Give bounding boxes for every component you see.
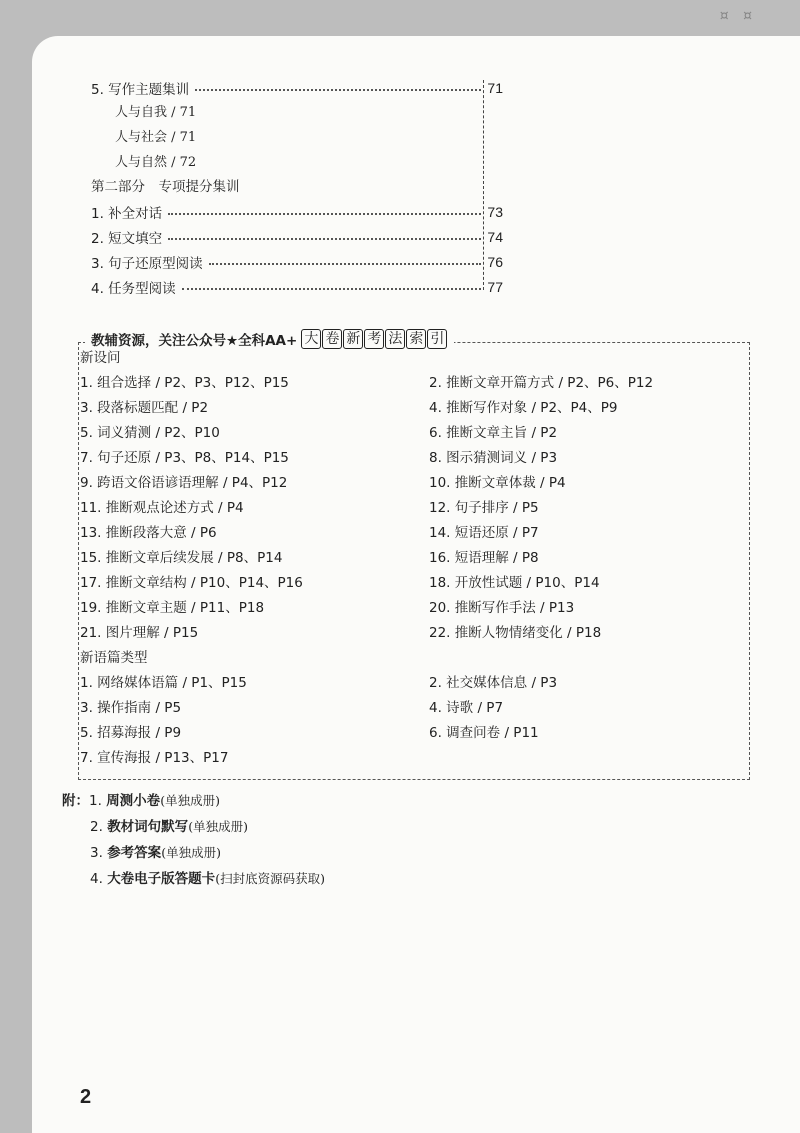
- index-item[interactable]: 1. 组合选择 / P2、P3、P12、P15: [80, 375, 289, 391]
- index-item[interactable]: 6. 推断文章主旨 / P2: [429, 425, 558, 441]
- index-item[interactable]: 10. 推断文章体裁 / P4: [429, 475, 566, 491]
- appendix-item[interactable]: [90, 840, 221, 866]
- toc-item-writing[interactable]: [91, 76, 503, 100]
- toc-leader-dots: [182, 288, 482, 290]
- index-item[interactable]: 1. 网络媒体语篇 / P1、P15: [80, 675, 247, 691]
- toc-item-label: 1. 补全对话: [91, 206, 163, 222]
- index-item[interactable]: 17. 推断文章结构 / P10、P14、P16: [80, 575, 303, 591]
- index-item[interactable]: 6. 调查问卷 / P11: [429, 725, 539, 741]
- index-item[interactable]: 2. 社交媒体信息 / P3: [429, 675, 558, 691]
- index-item[interactable]: 9. 跨语文俗语谚语理解 / P4、P12: [80, 475, 288, 491]
- index-item[interactable]: 3. 段落标题匹配 / P2: [80, 400, 209, 416]
- index-item[interactable]: 4. 诗歌 / P7: [429, 700, 504, 716]
- index-item[interactable]: 8. 图示猜测词义 / P3: [429, 450, 558, 466]
- corner-mark: ¤: [719, 8, 729, 24]
- appendix-item[interactable]: [90, 814, 248, 840]
- index-item[interactable]: 2. 推断文章开篇方式 / P2、P6、P12: [429, 375, 654, 391]
- index-item[interactable]: 5. 招募海报 / P9: [80, 725, 182, 741]
- index-item[interactable]: 14. 短语还原 / P7: [429, 525, 539, 541]
- boxed-char: 引: [427, 329, 447, 349]
- toc-page-number: 71: [487, 80, 503, 96]
- index-item[interactable]: 20. 推断写作手法 / P13: [429, 600, 575, 616]
- appendix-num: 2.: [90, 819, 103, 835]
- index-header-text: 教辅资源，关注公众号★全科AA+: [91, 333, 298, 349]
- appendix-note: (单独成册): [160, 793, 220, 808]
- index-item[interactable]: 5. 词义猜测 / P2、P10: [80, 425, 220, 441]
- toc-item-label: 4. 任务型阅读: [91, 281, 176, 297]
- index-header-boxed-title: [301, 329, 448, 349]
- appendix-num: 3.: [90, 845, 103, 861]
- toc-divider: [483, 80, 484, 290]
- toc-item[interactable]: [91, 250, 503, 274]
- toc-leader-dots: [168, 238, 481, 240]
- appendix-item[interactable]: [90, 866, 325, 892]
- toc-page-number: 77: [487, 279, 503, 295]
- toc-page-number: 73: [487, 204, 503, 220]
- index-item[interactable]: 21. 图片理解 / P15: [80, 625, 199, 641]
- toc-leader-dots: [168, 213, 481, 215]
- appendix-note: (单独成册): [188, 819, 248, 834]
- toc-item[interactable]: [91, 225, 503, 249]
- index-item[interactable]: 22. 推断人物情绪变化 / P18: [429, 625, 602, 641]
- toc-subitem[interactable]: 人与自然 / 72: [115, 155, 197, 170]
- corner-mark: ¤: [743, 8, 752, 24]
- boxed-char: 法: [385, 329, 405, 349]
- category-title: 新设问: [80, 350, 121, 366]
- toc-page-number: 74: [487, 229, 503, 245]
- toc-item-label: 2. 短文填空: [91, 231, 163, 247]
- index-item[interactable]: 16. 短语理解 / P8: [429, 550, 539, 566]
- index-item[interactable]: 12. 句子排序 / P5: [429, 500, 539, 516]
- index-item[interactable]: 4. 推断写作对象 / P2、P4、P9: [429, 400, 618, 416]
- appendix-num: 4.: [90, 871, 103, 887]
- category-title: 新语篇类型: [80, 650, 148, 666]
- index-item[interactable]: 7. 宣传海报 / P13、P17: [80, 750, 229, 766]
- toc-leader-dots: [195, 89, 481, 91]
- index-header: [85, 329, 454, 349]
- index-item[interactable]: 19. 推断文章主题 / P11、P18: [80, 600, 265, 616]
- toc-page-number: 76: [487, 254, 503, 270]
- appendix-note: (扫封底资源码获取): [215, 871, 325, 886]
- toc-subitem[interactable]: 人与社会 / 71: [115, 130, 197, 145]
- index-item[interactable]: 7. 句子还原 / P3、P8、P14、P15: [80, 450, 289, 466]
- toc-section-title: 第二部分 专项提分集训: [91, 179, 240, 195]
- toc-item-label: 5. 写作主题集训: [91, 82, 190, 98]
- appendix-title: 参考答案: [107, 845, 162, 861]
- toc-subitem[interactable]: 人与自我 / 71: [115, 105, 197, 120]
- index-item[interactable]: 18. 开放性试题 / P10、P14: [429, 575, 600, 591]
- appendix-prefix: 附：: [62, 793, 89, 809]
- boxed-char: 考: [364, 329, 384, 349]
- toc-item[interactable]: [91, 200, 503, 224]
- appendix-title: 教材词句默写: [107, 819, 189, 835]
- boxed-char: 新: [343, 329, 363, 349]
- toc-item-label: 3. 句子还原型阅读: [91, 256, 203, 272]
- appendix-note: (单独成册): [161, 845, 221, 860]
- appendix-item[interactable]: [62, 788, 220, 814]
- toc-leader-dots: [209, 263, 482, 265]
- index-item[interactable]: 13. 推断段落大意 / P6: [80, 525, 217, 541]
- index-item[interactable]: 15. 推断文章后续发展 / P8、P14: [80, 550, 283, 566]
- appendix-title: 大卷电子版答题卡: [107, 871, 216, 887]
- toc-item[interactable]: [91, 275, 503, 299]
- boxed-char: 卷: [322, 329, 342, 349]
- boxed-char: 索: [406, 329, 426, 349]
- appendix-num: 1.: [89, 793, 102, 809]
- index-item[interactable]: 11. 推断观点论述方式 / P4: [80, 500, 244, 516]
- index-item[interactable]: 3. 操作指南 / P5: [80, 700, 182, 716]
- page-number: 2: [80, 1086, 92, 1108]
- corner-marks: [710, 8, 752, 24]
- appendix-title: 周测小卷: [106, 793, 161, 809]
- document-page: [32, 36, 800, 1133]
- boxed-char: 大: [301, 329, 321, 349]
